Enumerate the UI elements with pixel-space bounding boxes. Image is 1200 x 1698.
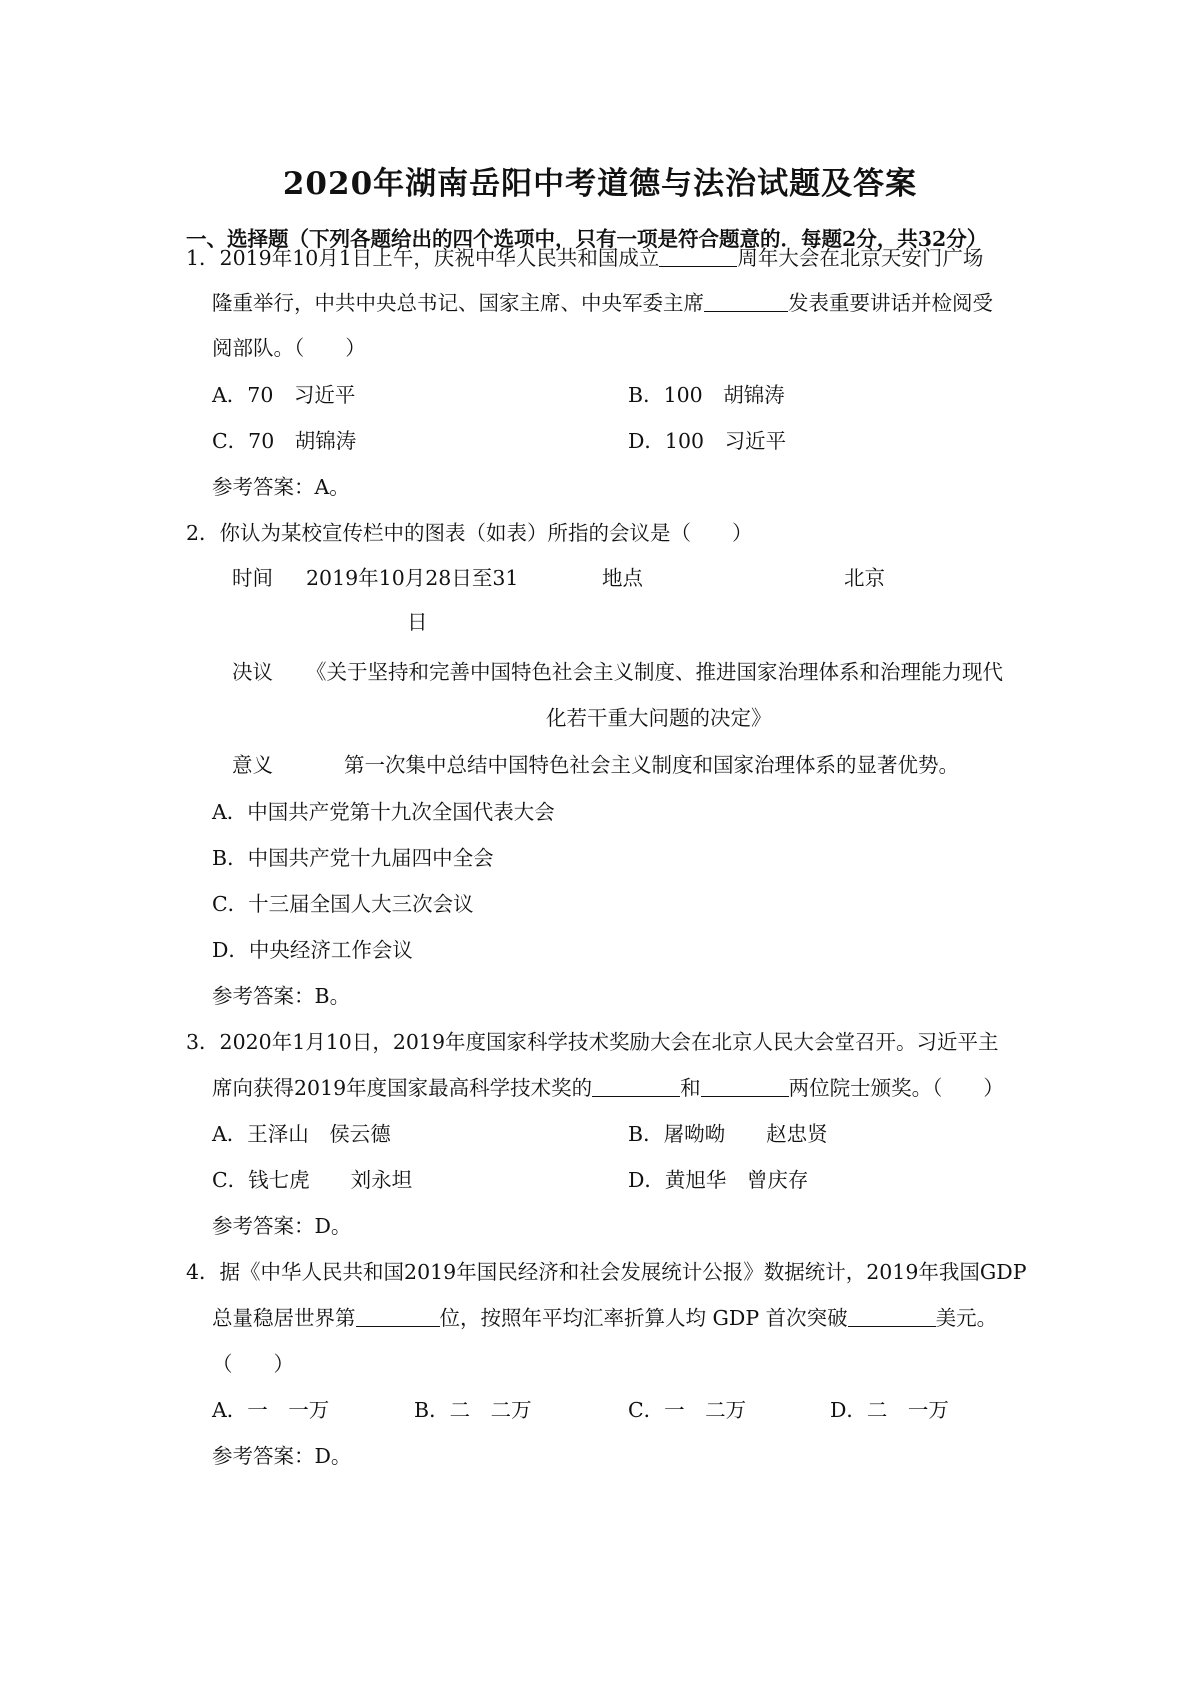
fill-blank bbox=[356, 1308, 440, 1327]
q2-answer: 参考答案：B。 bbox=[212, 984, 351, 1008]
q2-option-a: A．中国共产党第十九次全国代表大会 bbox=[212, 800, 555, 824]
section-heading: 一、选择题（下列各题给出的四个选项中，只有一项是符合题意的．每题2分，共32分） bbox=[186, 227, 988, 251]
q4-text: 美元。 bbox=[935, 1306, 998, 1330]
q2-table-meaning-label: 意义 bbox=[232, 753, 273, 777]
q3-text: 和 bbox=[680, 1076, 701, 1100]
q1-text: 1．2019年10月1日上午，庆祝中华人民共和国成立 bbox=[186, 246, 660, 270]
q3-text: 席向获得2019年度国家最高科学技术奖的 bbox=[212, 1076, 593, 1100]
q1-text: 周年大会在北京天安门广场 bbox=[737, 246, 984, 270]
q2-option-c: C．十三届全国人大三次会议 bbox=[212, 892, 474, 916]
q3-line-2 bbox=[212, 1078, 1004, 1099]
q4-line-1: 4．据《中华人民共和国2019年国民经济和社会发展统计公报》数据统计，2019年我国GDP bbox=[186, 1260, 1027, 1284]
q3-option-d: D．黄旭华 曾庆存 bbox=[628, 1168, 809, 1192]
q2-table-resolution-value: 《关于坚持和完善中国特色社会主义制度、推进国家治理体系和治理能力现代 bbox=[306, 660, 1003, 684]
q1-answer: 参考答案：A。 bbox=[212, 475, 350, 499]
q2-table-time-label: 时间 bbox=[232, 566, 273, 590]
fill-blank bbox=[704, 293, 788, 312]
q2-table-meaning-value: 第一次集中总结中国特色社会主义制度和国家治理体系的显著优势。 bbox=[344, 753, 959, 777]
q4-text: 总量稳居世界第 bbox=[212, 1306, 356, 1330]
q2-table-place-label: 地点 bbox=[602, 566, 643, 590]
q3-text: 两位院士颁奖。（ ） bbox=[788, 1076, 1004, 1100]
q4-option-a: A．一 一万 bbox=[212, 1398, 330, 1422]
q1-line-3: 阅部队。（ ） bbox=[212, 336, 366, 360]
q1-line-2 bbox=[212, 293, 993, 314]
q2-table-time-value-cont: 日 bbox=[407, 610, 428, 634]
q2-table-resolution-value-cont: 化若干重大问题的决定》 bbox=[546, 706, 772, 730]
fill-blank bbox=[701, 1078, 789, 1097]
q2-option-d: D．中央经济工作会议 bbox=[212, 938, 413, 962]
q3-option-c: C．钱七虎 刘永坦 bbox=[212, 1168, 413, 1192]
q2-line-1: 2．你认为某校宣传栏中的图表（如表）所指的会议是（ ） bbox=[186, 521, 753, 545]
q1-option-d: D．100 习近平 bbox=[628, 429, 787, 453]
q4-option-c: C．一 二万 bbox=[628, 1398, 747, 1422]
q1-text: 发表重要讲话并检阅受 bbox=[788, 291, 993, 315]
q1-line-1 bbox=[186, 248, 983, 269]
q3-option-b: B．屠呦呦 赵忠贤 bbox=[628, 1122, 828, 1146]
q1-option-b: B．100 胡锦涛 bbox=[628, 383, 785, 407]
q1-option-a: A．70 习近平 bbox=[212, 383, 356, 407]
fill-blank bbox=[592, 1078, 680, 1097]
q1-text: 隆重举行，中共中央总书记、国家主席、中央军委主席 bbox=[212, 291, 704, 315]
q3-line-1: 3．2020年1月10日，2019年度国家科学技术奖励大会在北京人民大会堂召开。习近平主 bbox=[186, 1030, 999, 1054]
q2-table-place-value: 北京 bbox=[844, 566, 885, 590]
q4-option-d: D．二 一万 bbox=[830, 1398, 949, 1422]
q2-table-resolution-label: 决议 bbox=[232, 660, 273, 684]
q4-answer: 参考答案：D。 bbox=[212, 1444, 352, 1468]
q3-option-a: A．王泽山 侯云德 bbox=[212, 1122, 391, 1146]
q4-line-2 bbox=[212, 1308, 997, 1329]
q4-option-b: B．二 二万 bbox=[414, 1398, 532, 1422]
q2-option-b: B．中国共产党十九届四中全会 bbox=[212, 846, 494, 870]
q4-line-3: （ ） bbox=[212, 1352, 294, 1376]
q2-table-time-value: 2019年10月28日至31 bbox=[306, 566, 519, 590]
fill-blank bbox=[848, 1308, 936, 1327]
q4-text: 位，按照年平均汇率折算人均 GDP 首次突破 bbox=[439, 1306, 848, 1330]
q1-option-c: C．70 胡锦涛 bbox=[212, 429, 357, 453]
fill-blank bbox=[659, 248, 737, 267]
page-title: 2020年湖南岳阳中考道德与法治试题及答案 bbox=[282, 166, 918, 202]
q3-answer: 参考答案：D。 bbox=[212, 1214, 352, 1238]
